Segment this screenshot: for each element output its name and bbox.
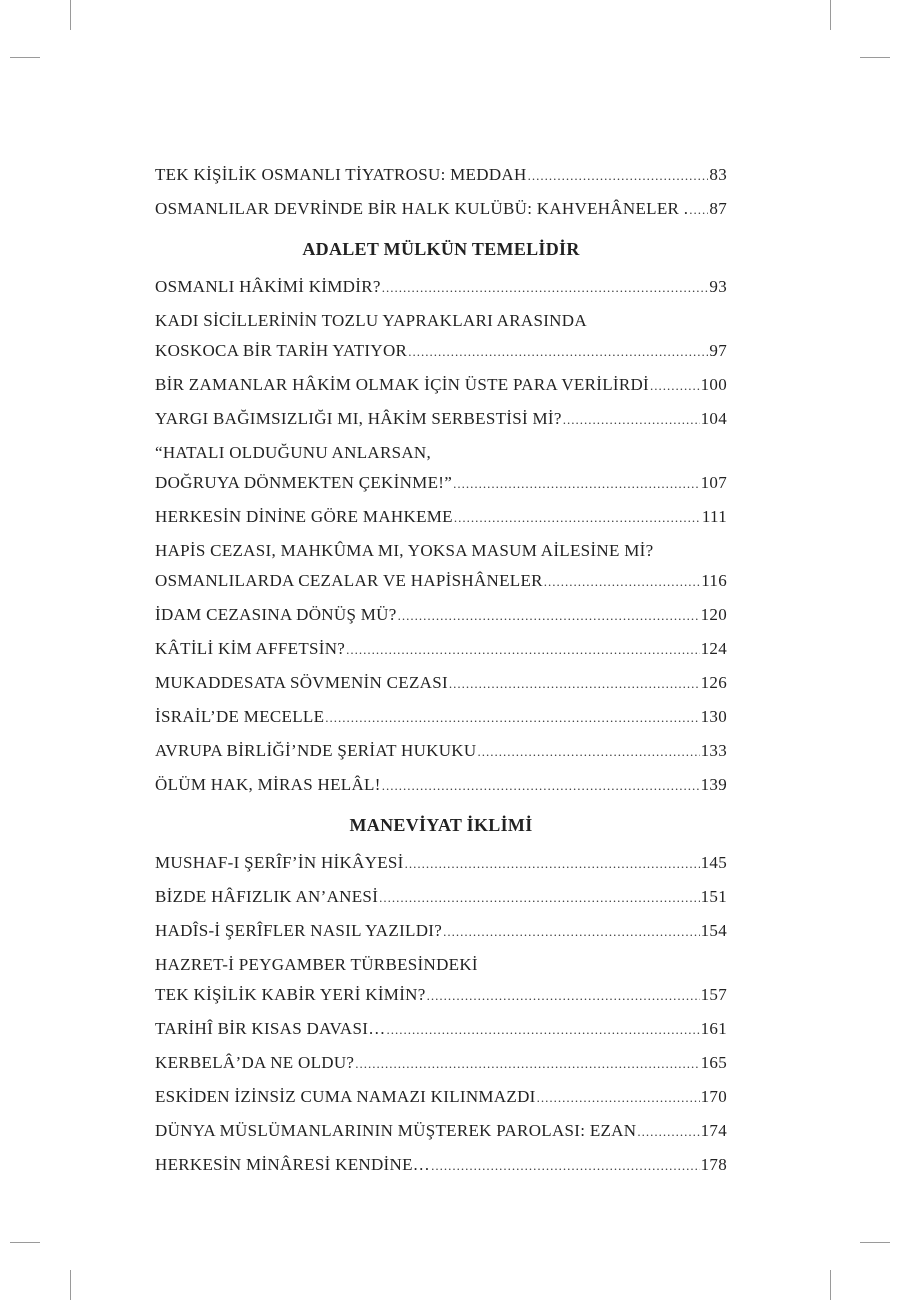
toc-entry-page-number: 83: [709, 165, 727, 184]
dot-leader: [405, 849, 700, 879]
toc-entry: [155, 306, 727, 366]
dot-leader: [382, 273, 709, 303]
toc-entry: [155, 634, 727, 664]
section-title: ADALET MÜLKÜN TEMELİDİR: [302, 239, 580, 259]
dot-leader: [408, 337, 708, 367]
toc-entry-page-number: 161: [700, 1019, 727, 1038]
toc-entry-title: TARİHÎ BİR KISAS DAVASI…: [155, 1019, 386, 1038]
toc-entry: [155, 536, 727, 596]
toc-entry-title: ESKİDEN İZİNSİZ CUMA NAMAZI KILINMAZDI: [155, 1087, 536, 1106]
toc-entry-title: OSMANLILARDA CEZALAR VE HAPİSHÂNELER: [155, 571, 543, 590]
dot-leader: [382, 771, 700, 801]
dot-leader: [387, 1015, 700, 1045]
toc-entry: [155, 702, 727, 732]
crop-mark-top-left: [70, 0, 71, 30]
dot-leader: [449, 669, 700, 699]
dot-leader: [346, 635, 699, 665]
toc-entry: [155, 438, 727, 498]
toc-entry-title: KÂTİLİ KİM AFFETSİN?: [155, 639, 346, 658]
toc-entry-page-number: 87: [709, 199, 727, 218]
toc-entry-page-number: 174: [700, 1121, 727, 1140]
crop-mark-top-right: [830, 0, 831, 30]
dot-leader: [454, 503, 701, 533]
toc-entry-title: ÖLÜM HAK, MİRAS HELÂL!: [155, 775, 381, 794]
dot-leader: [443, 917, 700, 947]
toc-entry-title: HERKESİN MİNÂRESİ KENDİNE…: [155, 1155, 431, 1174]
toc-entry-page-number: 124: [700, 639, 727, 658]
dot-leader: [355, 1049, 699, 1079]
toc-entry: [155, 194, 727, 224]
crop-mark-bottom-right: [830, 1270, 831, 1300]
dot-leader: [453, 469, 700, 499]
toc-entry-page-number: 157: [700, 985, 727, 1004]
toc-entry-title: OSMANLILAR DEVRİNDE BİR HALK KULÜBÜ: KAHVEHÂNELER .: [155, 199, 689, 218]
dot-leader: [637, 1117, 699, 1147]
toc-entry-title: TEK KİŞİLİK OSMANLI TİYATROSU: MEDDAH: [155, 165, 527, 184]
toc-entry-title: DÜNYA MÜSLÜMANLARININ MÜŞTEREK PAROLASI: EZAN: [155, 1121, 637, 1140]
toc-entry-page-number: 100: [700, 375, 727, 394]
toc-entry-title: MUKADDESATA SÖVMENİN CEZASI: [155, 673, 448, 692]
dot-leader: [398, 601, 700, 631]
toc-entry: [155, 404, 727, 434]
toc-entry: [155, 1082, 727, 1112]
crop-mark-left-bottom: [10, 1242, 40, 1243]
toc-entry-first-line: KADI SİCİLLERİNİN TOZLU YAPRAKLARI ARASINDA: [155, 311, 587, 330]
dot-leader: [689, 195, 708, 225]
toc-entry-page-number: 151: [700, 887, 727, 906]
dot-leader: [544, 567, 700, 597]
toc-entry-page-number: 104: [700, 409, 727, 428]
crop-mark-left-top: [10, 57, 40, 58]
toc-entry-page-number: 154: [700, 921, 727, 940]
crop-mark-bottom-left: [70, 1270, 71, 1300]
dot-leader: [477, 737, 699, 767]
toc-entry-page-number: 133: [700, 741, 727, 760]
toc-entry-page-number: 178: [700, 1155, 727, 1174]
dot-leader: [563, 405, 700, 435]
toc-entry-title: HERKESİN DİNİNE GÖRE MAHKEME: [155, 507, 453, 526]
dot-leader: [431, 1151, 700, 1181]
toc-entry: [155, 848, 727, 878]
dot-leader: [379, 883, 699, 913]
toc-entry-title: TEK KİŞİLİK KABİR YERİ KİMİN?: [155, 985, 426, 1004]
toc-entry: [155, 160, 727, 190]
crop-mark-right-bottom: [860, 1242, 890, 1243]
crop-mark-right-top: [860, 57, 890, 58]
toc-entry: [155, 370, 727, 400]
section-title: MANEVİYAT İKLİMİ: [349, 815, 533, 835]
toc-entry-title: OSMANLI HÂKİMİ KİMDİR?: [155, 277, 381, 296]
toc-entry-title: KERBELÂ’DA NE OLDU?: [155, 1053, 355, 1072]
toc-entry-page-number: 111: [701, 507, 727, 526]
toc-entry-page-number: 120: [700, 605, 727, 624]
toc-entry-page-number: 139: [700, 775, 727, 794]
toc-entry-title: İSRAİL’DE MECELLE: [155, 707, 325, 726]
toc-entry-page-number: 116: [701, 571, 727, 590]
toc-entry-first-line: “HATALI OLDUĞUNU ANLARSAN,: [155, 443, 432, 462]
dot-leader: [537, 1083, 700, 1113]
toc-entry-title: BİZDE HÂFIZLIK AN’ANESİ: [155, 887, 379, 906]
toc-entry: [155, 1150, 727, 1180]
toc-entry-page-number: 97: [709, 341, 727, 360]
toc-entry: [155, 502, 727, 532]
toc-entry-page-number: 93: [709, 277, 727, 296]
toc-entry-title: AVRUPA BİRLİĞİ’NDE ŞERİAT HUKUKU: [155, 741, 477, 760]
toc-entry-title: YARGI BAĞIMSIZLIĞI MI, HÂKİM SERBESTİSİ Mİ?: [155, 409, 562, 428]
toc-entry-title: BİR ZAMANLAR HÂKİM OLMAK İÇİN ÜSTE PARA VERİLİRDİ: [155, 375, 650, 394]
dot-leader: [427, 981, 700, 1011]
toc-entry-title: HADÎS-İ ŞERÎFLER NASIL YAZILDI?: [155, 921, 443, 940]
toc-entry-title: DOĞRUYA DÖNMEKTEN ÇEKİNME!”: [155, 473, 453, 492]
toc-entry-first-line: HAPİS CEZASI, MAHKÛMA MI, YOKSA MASUM AİLESİNE Mİ?: [155, 541, 654, 560]
toc-entry: [155, 1048, 727, 1078]
toc-entry: [155, 770, 727, 800]
toc-entry: [155, 736, 727, 766]
toc-entry-page-number: 130: [700, 707, 727, 726]
toc-entry: [155, 1014, 727, 1044]
toc-entry-title: MUSHAF-I ŞERÎF’İN HİKÂYESİ: [155, 853, 404, 872]
toc-entry-page-number: 126: [700, 673, 727, 692]
toc-entry: [155, 950, 727, 1010]
toc-entry-page-number: 170: [700, 1087, 727, 1106]
toc-entry-page-number: 145: [700, 853, 727, 872]
toc-entry-page-number: 165: [700, 1053, 727, 1072]
toc-entry-page-number: 107: [700, 473, 727, 492]
toc-entry: [155, 272, 727, 302]
dot-leader: [325, 703, 699, 733]
toc-entry: [155, 882, 727, 912]
toc-entry: [155, 668, 727, 698]
toc-entry: [155, 916, 727, 946]
toc-entry-title: İDAM CEZASINA DÖNÜŞ MÜ?: [155, 605, 397, 624]
toc-entry-first-line: HAZRET-İ PEYGAMBER TÜRBESİNDEKİ: [155, 955, 478, 974]
table-of-contents: [155, 160, 727, 1184]
toc-entry-title: KOSKOCA BİR TARİH YATIYOR: [155, 341, 408, 360]
toc-entry: [155, 600, 727, 630]
dot-leader: [528, 161, 709, 191]
dot-leader: [650, 371, 700, 401]
toc-entry: [155, 1116, 727, 1146]
